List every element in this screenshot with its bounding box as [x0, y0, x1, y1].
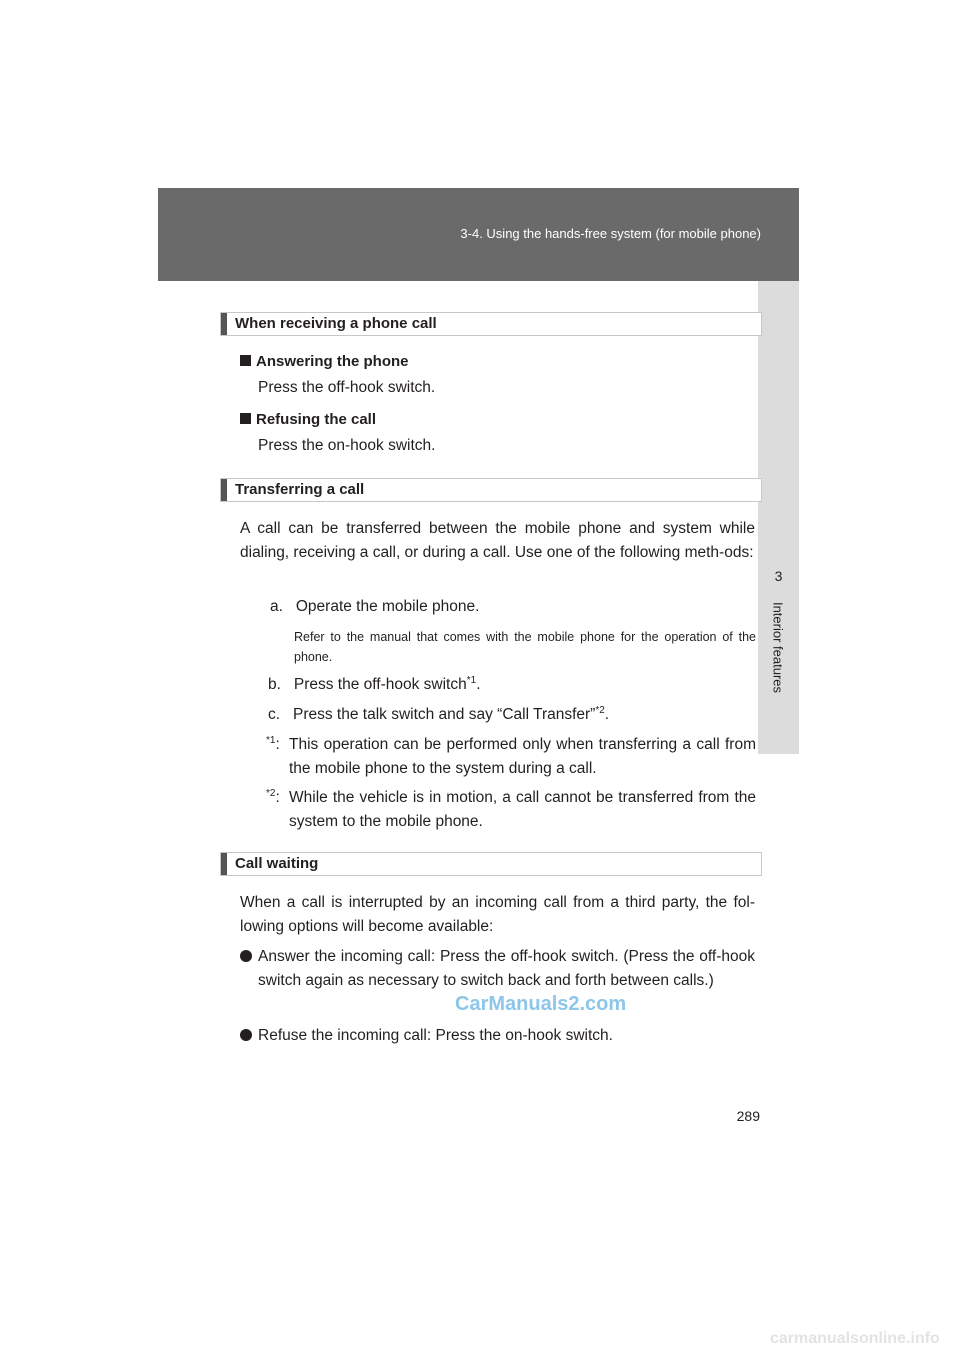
- transfer-intro: A call can be transferred between the mobile phone and system while dialing, receiving a call, or during a call. Use one of the following meth-ods:: [240, 520, 755, 561]
- chapter-header: [158, 188, 799, 281]
- step-text: Press the talk switch and say “Call Transfer”: [292, 706, 596, 723]
- subheading-refusing: [240, 411, 376, 428]
- step-letter: b.: [268, 676, 281, 693]
- round-bullet-icon: [240, 1029, 252, 1041]
- chapter-title: 3-4. Using the hands-free system (for mobile phone): [460, 226, 761, 241]
- subheading-text: Refusing the call: [256, 411, 377, 428]
- section-header-bar: [221, 313, 227, 335]
- bullet-1-text: Answer the incoming call: Press the off-hook switch. (Press the off-hook switch again as necessary to switch back and forth between calls.): [258, 948, 755, 989]
- footnote-mark: *1: [266, 734, 276, 746]
- footnote-1-mark: $^{*1}$:: [266, 734, 280, 753]
- section-header-transferring: [220, 478, 762, 502]
- watermark-footer: carmanualsonline.info: [770, 1330, 940, 1347]
- step-b: b. Press the off-hook switch$^{*1}$.: [268, 674, 481, 693]
- round-bullet-icon: [240, 950, 252, 962]
- bullet-1-marker: [240, 945, 252, 969]
- section-header-bar: [221, 479, 227, 501]
- step-a-note: Refer to the manual that comes with the mobile phone for the operation of the phone.: [294, 630, 756, 664]
- footnote-mark: *2: [266, 787, 276, 799]
- step-text: Operate the mobile phone.: [295, 598, 480, 615]
- square-bullet-icon: [240, 413, 251, 424]
- section-title: When receiving a phone call: [235, 315, 437, 332]
- step-letter: a.: [270, 598, 283, 615]
- section-header-receiving: [220, 312, 762, 336]
- bullet-2-text: Refuse the incoming call: Press the on-hook switch.: [258, 1027, 613, 1044]
- refuse-instruction: Press the on-hook switch.: [258, 437, 436, 454]
- chapter-side-label: Interior features: [770, 601, 786, 694]
- section-header-waiting: [220, 852, 762, 876]
- answer-instruction: Press the off-hook switch.: [258, 379, 436, 396]
- footnote-2-text: While the vehicle is in motion, a call cannot be transferred from the system to the mobile phone.: [289, 789, 756, 830]
- page-number: 289: [736, 1108, 760, 1124]
- footnote-ref: *1: [466, 674, 477, 686]
- step-text: Press the off-hook switch: [293, 676, 467, 693]
- waiting-intro: When a call is interrupted by an incoming call from a third party, the fol-lowing options will become available:: [240, 894, 755, 935]
- step-a: [270, 595, 479, 619]
- chapter-number: 3: [774, 568, 783, 584]
- subheading-text: Answering the phone: [256, 353, 409, 370]
- bullet-2-marker: [240, 1024, 252, 1048]
- section-title: Call waiting: [235, 855, 319, 872]
- step-c: c. Press the talk switch and say “Call Transfer”$^{*2}$.: [268, 704, 610, 723]
- footnote-1-text: This operation can be performed only when transferring a call from the mobile phone to the system during a call.: [289, 736, 756, 777]
- section-header-bar: [221, 853, 227, 875]
- section-title: Transferring a call: [235, 481, 365, 498]
- step-letter: c.: [268, 706, 281, 723]
- square-bullet-icon: [240, 355, 251, 366]
- subheading-answering: [240, 353, 409, 370]
- footnote-ref: *2: [595, 704, 605, 716]
- watermark-logo: CarManuals2.com: [455, 993, 627, 1015]
- footnote-2-mark: $^{*2}$:: [266, 787, 280, 806]
